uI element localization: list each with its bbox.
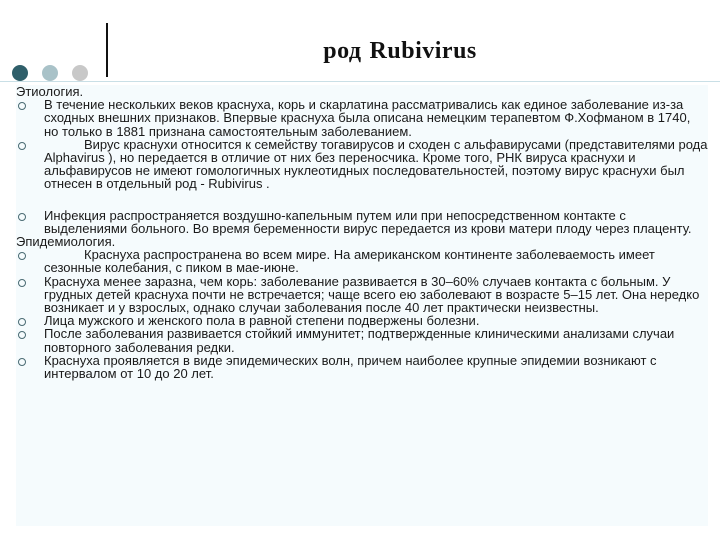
title-prefix: род bbox=[323, 38, 362, 64]
epidemiology-item-3: Лица мужского и женского пола в равной степени подвержены болезни. bbox=[44, 313, 480, 329]
epidemiology-item-5: Краснуха проявляется в виде эпидемических волн, причем наиболее крупные эпидемии возникают с интервалом от 10 до 20 лет. bbox=[44, 352, 657, 382]
list-item bbox=[16, 138, 708, 191]
circle-bullet-icon bbox=[18, 279, 26, 287]
title-genus: Rubivirus bbox=[369, 38, 477, 64]
list-item bbox=[16, 98, 708, 138]
etiology-item-1: В течение нескольких веков краснуха, корь и скарлатина рассматривались как единое заболевание из-за сходных внешних признаков. Впервые краснуха была описана немецким терапевтом Ф.Хофманом в 1740, но только в 1881 признана самостоятельным заболеванием. bbox=[44, 97, 691, 139]
list-item bbox=[16, 209, 708, 235]
circle-bullet-icon bbox=[18, 252, 26, 260]
dot-light bbox=[72, 65, 88, 81]
circle-bullet-icon bbox=[18, 142, 26, 150]
circle-bullet-icon bbox=[18, 358, 26, 366]
epidemiology-item-2: Краснуха менее заразна, чем корь: заболевание развивается в 30–60% случаев контакта с больным. У грудных детей краснуха почти не встречается; чаще всего ею заболевают в возрасте 5–15 лет. Она нередко возникает и у взрослых, однако случаи заболевания после 40 лет практически неизвестны. bbox=[44, 273, 700, 316]
list-item bbox=[16, 327, 708, 353]
content-area bbox=[16, 85, 708, 526]
list-item bbox=[16, 354, 708, 380]
title-divider-vertical bbox=[106, 23, 108, 77]
dot-medium bbox=[42, 65, 58, 81]
epidemiology-heading: Эпидемиология. bbox=[16, 234, 116, 250]
epidemiology-item-4: После заболевания развивается стойкий иммунитет; подтвержденные клиническими анализами случаи повторного заболевания редки. bbox=[44, 326, 675, 355]
circle-bullet-icon bbox=[18, 102, 26, 110]
list-item bbox=[16, 275, 708, 315]
dot-dark bbox=[12, 65, 28, 81]
title-divider-horizontal bbox=[0, 81, 720, 82]
etiology-item-3: Инфекция распространяется воздушно-капельным путем или при непосредственном контакте с выделениями больного. Во время беременности вирус передается из крови матери плоду через плаценту. bbox=[44, 207, 692, 236]
epidemiology-item-1: Краснуха распространена во всем мире. На американском континенте заболеваемость имеет сезонные колебания, с пиком в мае-июне. bbox=[44, 247, 655, 276]
circle-bullet-icon bbox=[18, 213, 26, 221]
circle-bullet-icon bbox=[18, 318, 26, 326]
etiology-heading: Этиология. bbox=[16, 84, 84, 99]
circle-bullet-icon bbox=[18, 331, 26, 339]
list-item bbox=[16, 248, 708, 274]
slide-title bbox=[250, 38, 550, 65]
etiology-item-2: Вирус краснухи относится к семейству тогавирусов и сходен с альфавирусами (представителями рода Alphavirus ), но передается в отличие от них без переносчика. Кроме того, РНК вируса краснухи и альфавирусов не имеют гомологичных нуклеотидных последовательностей, поэтому вирус краснухи был отнесен в отдельный род - Rubivirus . bbox=[44, 136, 708, 192]
